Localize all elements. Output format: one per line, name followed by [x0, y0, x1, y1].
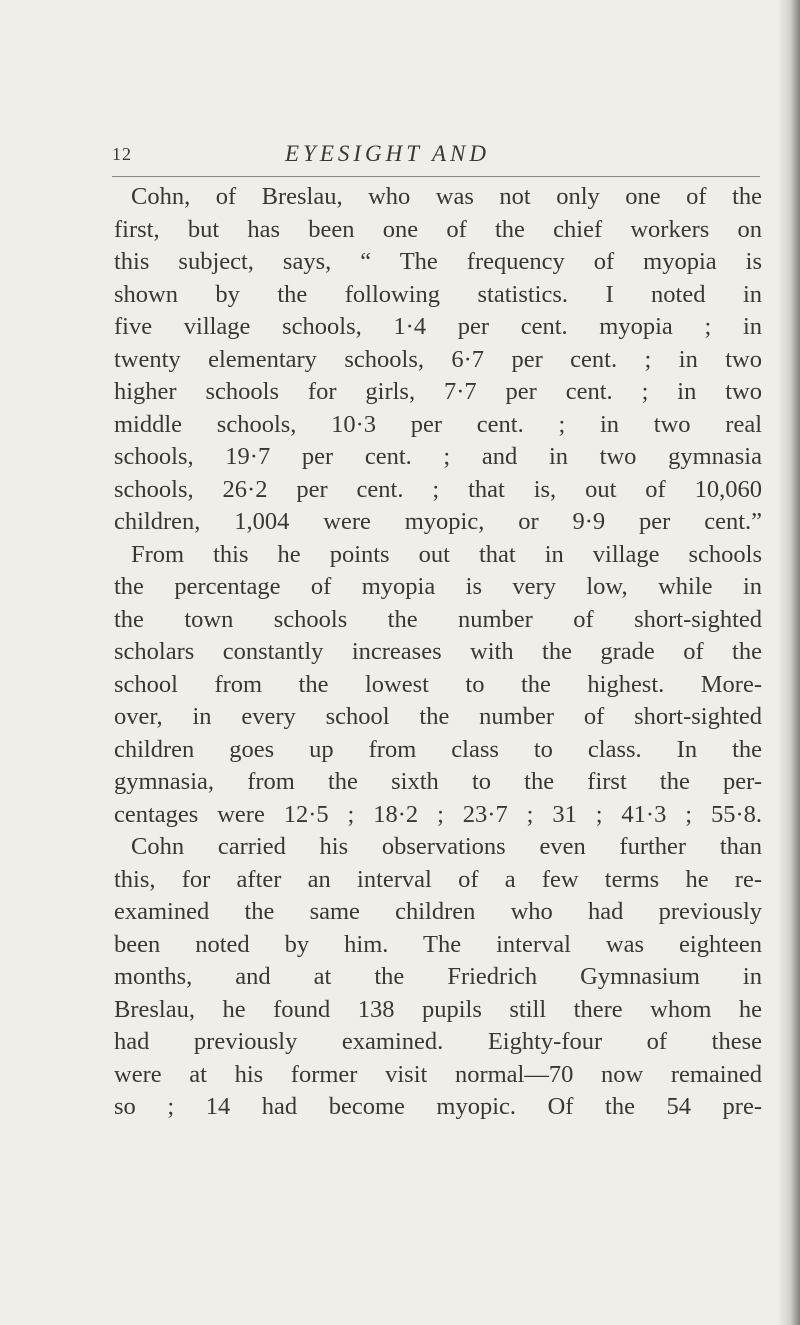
text-line: twenty elementary schools, 6·7 per cent. ; in two — [114, 345, 762, 373]
body-text — [114, 181, 762, 1124]
text-line: children, 1,004 were myopic, or 9·9 per cent.” — [114, 508, 762, 535]
text-line: examined the same children who had previously — [114, 898, 762, 925]
text-line: schools, 26·2 per cent. ; that is, out of 10,060 — [114, 475, 762, 503]
text-line: Cohn carried his observations even further than — [131, 833, 762, 860]
text-line: this, for after an interval of a few terms he re- — [114, 865, 762, 893]
text-line: Cohn, of Breslau, who was not only one of the — [131, 183, 762, 210]
text-line: so ; 14 had become myopic. Of the 54 pre- — [114, 1093, 762, 1120]
text-line: schools, 19·7 per cent. ; and in two gymnasia — [114, 443, 762, 470]
page-edge-shadow — [778, 0, 800, 1325]
text-line: months, and at the Friedrich Gymnasium in — [114, 963, 762, 990]
text-line: over, in every school the number of short-sighted — [114, 703, 762, 730]
text-line: centages were 12·5 ; 18·2 ; 23·7 ; 31 ; 41·3 ; 55·8. — [114, 800, 762, 828]
running-head-title: EYESIGHT AND — [285, 141, 490, 166]
text-line: From this he points out that in village schools — [131, 540, 762, 568]
page-number: 12 — [112, 144, 132, 164]
text-line: the percentage of myopia is very low, while in — [114, 573, 762, 600]
text-line: been noted by him. The interval was eighteen — [114, 930, 762, 958]
text-line: this subject, says, “ The frequency of myopia is — [114, 248, 762, 275]
text-line: children goes up from class to class. In the — [114, 735, 762, 763]
text-line: the town schools the number of short-sighted — [114, 605, 762, 633]
text-line: first, but has been one of the chief workers on — [114, 215, 762, 243]
text-line: scholars constantly increases with the grade of the — [114, 638, 762, 665]
text-line: higher schools for girls, 7·7 per cent. ; in two — [114, 378, 762, 405]
text-line: school from the lowest to the highest. More- — [114, 670, 762, 698]
text-line: five village schools, 1·4 per cent. myopia ; in — [114, 313, 762, 340]
header-rule — [112, 176, 760, 177]
text-line: had previously examined. Eighty-four of these — [114, 1028, 762, 1055]
text-line: shown by the following statistics. I noted in — [114, 280, 762, 308]
text-line: middle schools, 10·3 per cent. ; in two real — [114, 410, 762, 438]
text-line: gymnasia, from the sixth to the first the per- — [114, 768, 762, 795]
text-line: were at his former visit normal—70 now remained — [114, 1060, 762, 1088]
text-line: Breslau, he found 138 pupils still there whom he — [114, 995, 762, 1023]
